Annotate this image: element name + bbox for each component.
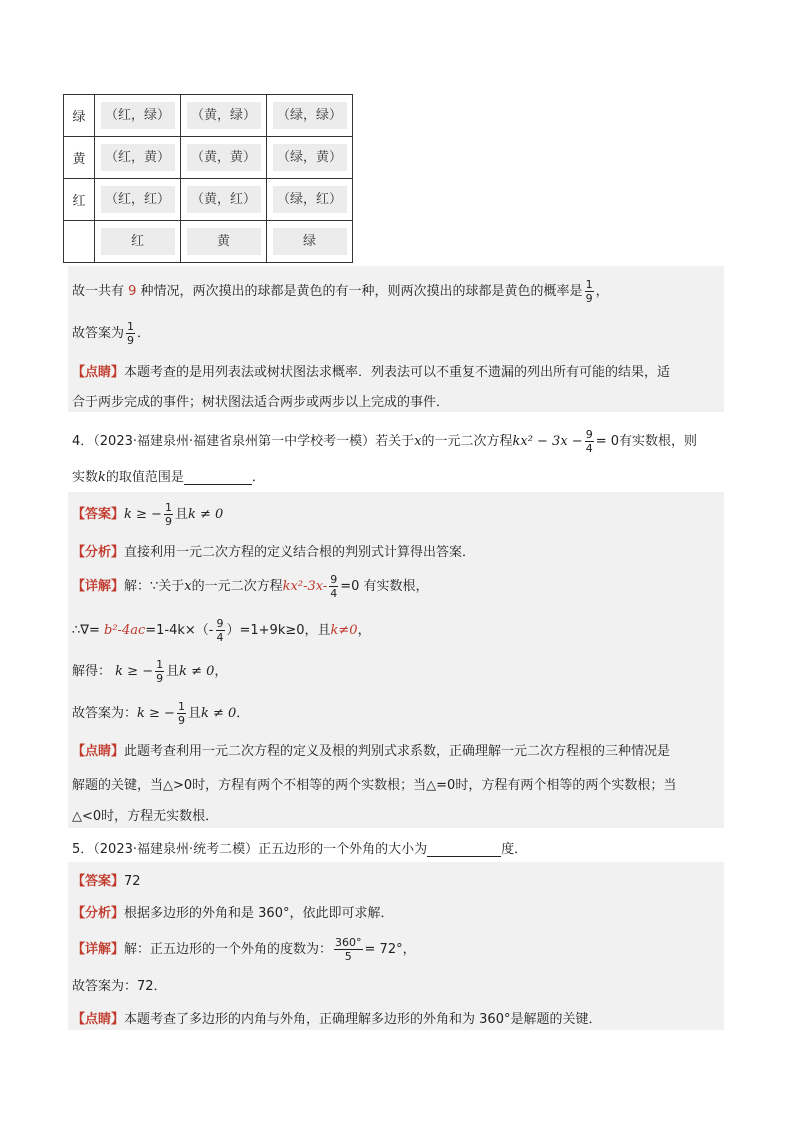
q4-detail-2: ∴∇= b²-4ac=1-4k×（- $\frac{9}{4}$ ）=1+9k≥0，且k≠0， xyxy=(72,617,371,644)
table-cell: （黄，红） xyxy=(187,186,261,213)
fraction: $\frac{1}{9}$ xyxy=(585,278,593,305)
table-cell: 黄 xyxy=(187,228,261,255)
fraction: $\frac{1}{9}$ xyxy=(177,700,185,727)
table-row xyxy=(64,221,353,263)
table-cell: （黄，黄） xyxy=(187,144,261,171)
q4-comment-cont: 解题的关键，当△>0时，方程有两个不相等的两个实数根；当△=0时，方程有两个相等的两个实数根；当 xyxy=(72,778,677,793)
table-cell: （红，红） xyxy=(101,186,175,213)
q4-comment: 【点睛】此题考查利用一元二次方程的定义及根的判别式求系数，正确理解一元二次方程根的三种情况是 xyxy=(72,744,671,759)
q5-comment: 【点睛】本题考查了多边形的内角与外角，正确理解多边形的外角和为 360°是解题的关键． xyxy=(72,1012,602,1027)
q5-answer: 【答案】72 xyxy=(72,874,141,889)
fraction: $\frac{9}{4}$ xyxy=(216,617,224,644)
table-row xyxy=(64,95,353,137)
table-row xyxy=(64,179,353,221)
row-header: 红 xyxy=(64,179,95,221)
table-cell: 红 xyxy=(101,228,175,255)
fraction: $\frac{1}{9}$ xyxy=(164,501,172,528)
answer-blank xyxy=(427,842,501,857)
q3-conclusion: 故一共有 9 种情况，两次摸出的球都是黄色的有一种，则两次摸出的球都是黄色的概率是 $\frac{1}{9}$ ， xyxy=(72,278,609,305)
table-cell: 绿 xyxy=(273,228,347,255)
row-header: 黄 xyxy=(64,137,95,179)
table-cell: （绿，绿） xyxy=(273,102,347,129)
answer-blank xyxy=(184,470,252,485)
fraction: $\frac{9}{4}$ xyxy=(585,428,593,455)
q4-detail-3: 解得： k ≥ − $\frac{1}{9}$ 且k ≠ 0， xyxy=(72,658,228,685)
q4-analysis: 【分析】直接利用一元二次方程的定义结合根的判别式计算得出答案． xyxy=(72,545,476,560)
q4-detail-4: 故答案为：k ≥ − $\frac{1}{9}$ 且k ≠ 0． xyxy=(72,700,250,727)
fraction: $\frac{1}{9}$ xyxy=(127,320,135,347)
table-cell: （绿，黄） xyxy=(273,144,347,171)
q5-stem: 5．（2023·福建泉州·统考二模）正五边形的一个外角的大小为 度． xyxy=(72,842,528,857)
table-cell: （黄，绿） xyxy=(187,102,261,129)
fraction: $\frac{9}{4}$ xyxy=(330,573,338,600)
q3-answer: 故答案为 $\frac{1}{9}$ ． xyxy=(72,320,151,347)
q4-answer: 【答案】k ≥ − $\frac{1}{9}$ 且k ≠ 0 xyxy=(72,501,224,528)
table-row xyxy=(64,137,353,179)
q4-detail-1: 【详解】解：∵关于x的一元二次方程kx²-3x- $\frac{9}{4}$ =0 有实数根， xyxy=(72,573,429,600)
q3-comment: 【点睛】本题考查的是用列表法或树状图法求概率．列表法可以不重复不遗漏的列出所有可能的结果，适 xyxy=(72,365,671,380)
q5-detail-1: 【详解】解：正五边形的一个外角的度数为： $\frac{360^\circ}{5}$ = 72°， xyxy=(72,936,416,963)
q5-detail-2: 故答案为：72． xyxy=(72,979,167,994)
table-cell: （红，绿） xyxy=(101,102,175,129)
outcome-table xyxy=(63,94,353,263)
q4-stem-cont: 实数k的取值范围是 ． xyxy=(72,470,265,485)
q3-comment-cont: 合于两步完成的事件；树状图法适合两步或两步以上完成的事件． xyxy=(72,395,450,410)
row-header xyxy=(64,221,95,263)
row-header: 绿 xyxy=(64,95,95,137)
table-cell: （绿，红） xyxy=(273,186,347,213)
q4-stem: 4．（2023·福建泉州·福建省泉州第一中学校考一模）若关于x的一元二次方程kx² − 3x − $\frac{9}{4}$ = 0有实数根，则 xyxy=(72,428,698,455)
q5-analysis: 【分析】根据多边形的外角和是 360°，依此即可求解． xyxy=(72,906,394,921)
fraction: $\frac{1}{9}$ xyxy=(156,658,164,685)
q4-comment-cont: △<0时，方程无实数根． xyxy=(72,809,219,824)
table-cell: （红，黄） xyxy=(101,144,175,171)
fraction: $\frac{360^\circ}{5}$ xyxy=(335,936,362,963)
